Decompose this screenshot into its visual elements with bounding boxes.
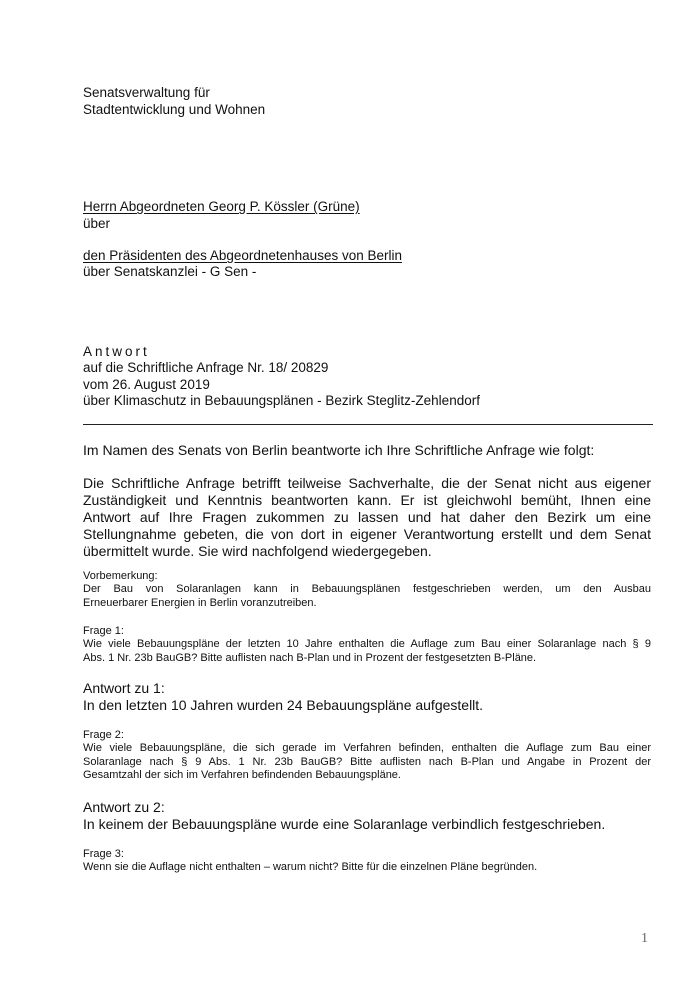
- body-paragraph-line: übermittelt wurde. Sie wird nachfolgend wiedergegeben.: [83, 543, 432, 559]
- sender-line-2: Stadtentwicklung und Wohnen: [83, 102, 266, 117]
- recipient-via-1: über: [83, 216, 111, 231]
- page-number: 1: [641, 931, 648, 946]
- answer-2-text: In keinem der Bebauungspläne wurde eine Solaranlage verbindlich festgeschrieben.: [83, 816, 606, 832]
- preliminary-remark-line: Der Bau von Solaranlagen kann in Bebauungsplänen festgeschrieben werden, um den Ausbau: [83, 583, 651, 595]
- body-paragraph-line: Antwort auf Ihre Fragen zukommen zu lassen und hat daher den Bezirk um eine: [83, 509, 651, 525]
- question-2-line: Wie viele Bebauungspläne, die sich gerade im Verfahren befinden, enthalten die Auflage zum Bau einer: [83, 742, 651, 754]
- body-paragraph-line: Zuständigkeit und Kenntnis beantworten kann. Er ist gleichwohl bemüht, Ihnen eine: [83, 492, 651, 508]
- body-paragraph: [83, 475, 651, 560]
- recipient-addressee: Herrn Abgeordneten Georg P. Kössler (Grüne): [83, 199, 360, 214]
- body-paragraph-line: Stellungnahme gebeten, die von dort in eigener Verantwortung erstellt und dem Senat: [83, 526, 651, 542]
- question-3-label: Frage 3:: [83, 848, 124, 860]
- preliminary-remark-line: Erneuerbarer Energien in Berlin voranzutreiben.: [83, 596, 317, 609]
- inquiry-reference: auf die Schriftliche Anfrage Nr. 18/ 20829: [83, 360, 329, 375]
- body-paragraph-line: Die Schriftliche Anfrage betrifft teilweise Sachverhalte, die der Senat nicht aus eigener: [83, 475, 651, 491]
- answer-1-text: In den letzten 10 Jahren wurden 24 Bebauungspläne aufgestellt.: [83, 697, 484, 713]
- answer-2-label: Antwort zu 2:: [83, 799, 165, 815]
- header-divider: [83, 424, 653, 425]
- question-2-line: Solaranlage nach § 9 Abs. 1 Nr. 23b BauGB? Bitte auflisten nach B-Plan und Angabe in Prozent der: [83, 755, 651, 768]
- inquiry-date: vom 26. August 2019: [83, 377, 210, 392]
- question-2-line: Gesamtzahl der sich im Verfahren befindenden Bebauungspläne.: [83, 769, 401, 781]
- question-2-label: Frage 2:: [83, 729, 124, 741]
- preliminary-remark-text: [83, 583, 651, 610]
- question-1-line: Abs. 1 Nr. 23b BauGB? Bitte auflisten nach B-Plan und in Prozent der festgesetzten B-Pläne.: [83, 651, 537, 664]
- sender-line-1: Senatsverwaltung für: [83, 85, 210, 100]
- question-1-line: Wie viele Bebauungspläne der letzten 10 Jahre enthalten die Auflage zum Bau einer Solaranlage nach § 9: [83, 638, 651, 650]
- question-3-text: Wenn sie die Auflage nicht enthalten – warum nicht? Bitte für die einzelnen Pläne begründen.: [83, 861, 538, 873]
- recipient-president: den Präsidenten des Abgeordnetenhauses von Berlin: [83, 248, 402, 263]
- preliminary-remark-label: Vorbemerkung:: [83, 570, 158, 582]
- question-1-text: [83, 638, 651, 665]
- document-title: Antwort: [83, 344, 150, 359]
- intro-sentence: Im Namen des Senats von Berlin beantworte ich Ihre Schriftliche Anfrage wie folgt:: [83, 442, 595, 458]
- recipient-via-2: über Senatskanzlei - G Sen -: [83, 264, 257, 279]
- answer-1-label: Antwort zu 1:: [83, 680, 165, 696]
- inquiry-subject: über Klimaschutz in Bebauungsplänen - Bezirk Steglitz-Zehlendorf: [83, 393, 480, 408]
- question-1-label: Frage 1:: [83, 625, 124, 637]
- question-2-text: [83, 742, 651, 783]
